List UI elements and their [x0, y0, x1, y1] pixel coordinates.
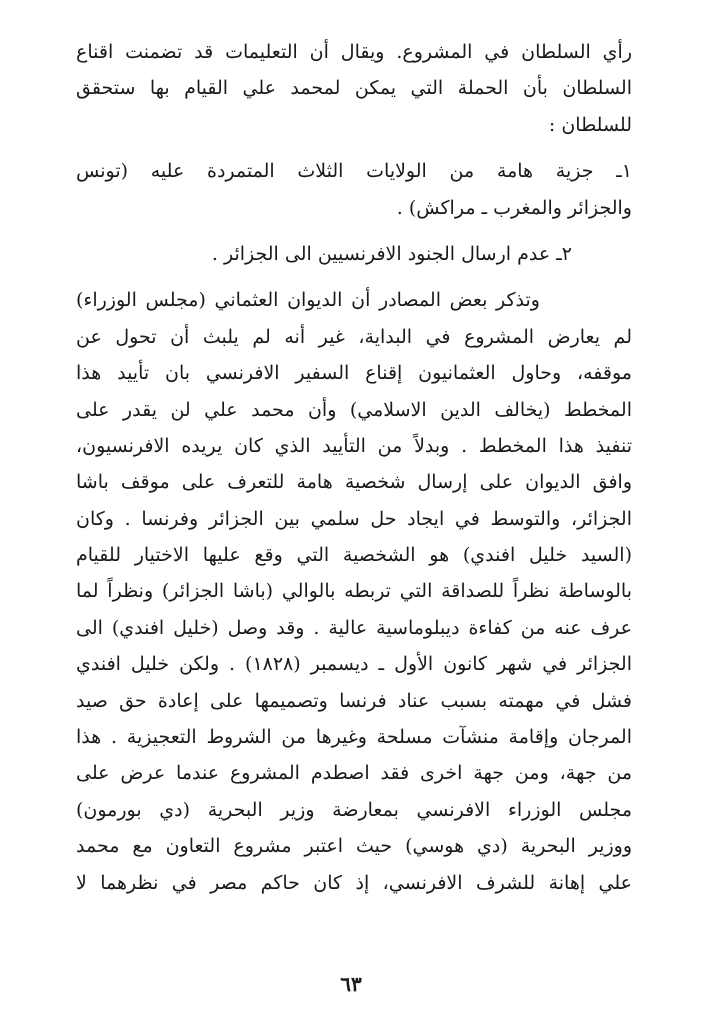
- text-line: بالوساطة نظراً للصداقة التي تربطه بالوالي (باشا الجزائر) ونظراً لما: [76, 580, 632, 603]
- text-line: لم يعارض المشروع في البداية، غير أنه لم يلبث أن تحول عن: [76, 325, 632, 348]
- spacer: [76, 143, 632, 153]
- page-body: [76, 34, 632, 901]
- text-line: فشل في مهمته بسبب عناد فرنسا وتصميمها على إعادة حق صيد: [76, 689, 632, 712]
- page-number: ٦٣: [340, 972, 362, 996]
- list-item-2: [76, 236, 632, 272]
- text-line: ١ـ جزية هامة من الولايات الثلاث المتمردة عليه (تونس: [76, 160, 632, 183]
- text-line: رأي السلطان في المشروع. ويقال أن التعليمات قد تضمنت اقناع: [76, 41, 632, 63]
- text-line: الجزائر، والتوسط في ايجاد حل سلمي بين الجزائر وفرنسا . وكان: [76, 507, 632, 530]
- text-line: عرف عنه من كفاءة ديبلوماسية عالية . وقد وصل (خليل افندي) الى: [76, 616, 632, 639]
- text-line: الجزائر في شهر كانون الأول ـ ديسمبر (١٨٢٨) . ولكن خليل افندي: [76, 653, 632, 676]
- paragraph-continuation: [76, 34, 632, 143]
- text-line: تنفيذ هذا المخطط . وبدلاً من التأييد الذي كان يريده الافرنسيون،: [76, 434, 632, 457]
- text-line: السلطان بأن الحملة التي يمكن لمحمد علي القيام بها ستحقق: [76, 77, 632, 100]
- text-line: علي إهانة للشرف الافرنسي، إذ كان حاكم مصر في نظرهما لا: [76, 871, 632, 894]
- text-line: المرجان وإقامة منشآت مسلحة وغيرها من الشروط التعجيزية . هذا: [76, 726, 632, 749]
- text-line: والجزائر والمغرب ـ مراكش) .: [396, 196, 632, 219]
- text-line: وتذكر بعض المصادر أن الديوان العثماني (مجلس الوزراء): [76, 289, 540, 312]
- text-line: ٢ـ عدم ارسال الجنود الافرنسيين الى الجزائر .: [211, 242, 572, 265]
- text-line: وافق الديوان على إرسال شخصية هامة للتعرف على موقف باشا: [76, 471, 632, 494]
- text-line: مجلس الوزراء الافرنسي بمعارضة وزير البحرية (دي بورمون): [76, 798, 632, 821]
- text-line: المخطط (يخالف الدين الاسلامي) وأن محمد علي لن يقدر على: [76, 398, 632, 421]
- text-line: موقفه، وحاول العثمانيون إقناع السفير الافرنسي بان تأييد هذا: [76, 362, 632, 385]
- text-line: (السيد خليل افندي) هو الشخصية التي وقع عليها الاختيار للقيام: [76, 544, 632, 567]
- spacer: [76, 226, 632, 236]
- paragraph-main: [76, 282, 632, 901]
- spacer: [76, 272, 632, 282]
- text-line: من جهة، ومن جهة اخرى فقد اصطدم المشروع عندما عرض على: [76, 762, 632, 785]
- text-line: للسلطان :: [548, 113, 632, 136]
- text-line: ووزير البحرية (دي هوسي) حيث اعتبر مشروع التعاون مع محمد: [76, 835, 632, 858]
- list-item-1: [76, 153, 632, 226]
